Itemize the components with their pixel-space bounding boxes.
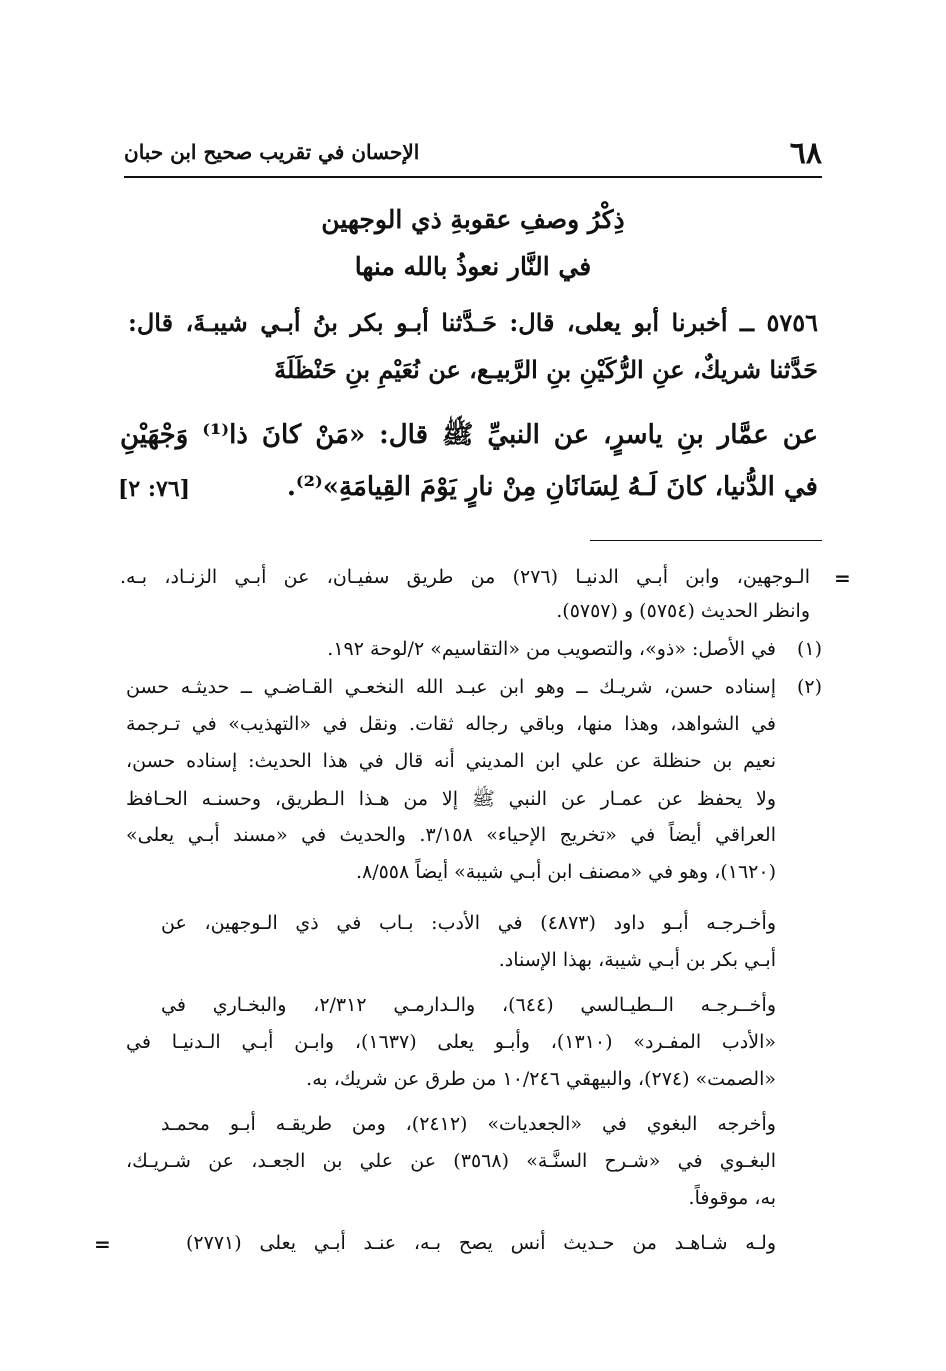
footnote-2-para4-line: به، موقوفاً. bbox=[688, 1187, 776, 1209]
header-rule bbox=[124, 176, 822, 178]
footnote-1-mark: (١) bbox=[796, 638, 822, 660]
footnote-2-line: نعيم بن حنظلة عن علي ابن المديني أنه قال في هذا الحديث: إسناده حسن، bbox=[126, 750, 776, 772]
isnad-line2: حَدَّثنا شريكٌ، عنِ الرُّكَيْنِ بنِ الرَّبيـع، عن نُعَيْمِ بنِ حَنْظَلَةَ bbox=[274, 355, 818, 384]
footnote-2-para2-line: أبـي بكر بن أبـي شيبة، بهذا الإسناد. bbox=[498, 949, 776, 971]
matn-line1: عن عمَّار بنِ ياسرٍ، عن النبيِّ ﷺ قال: «مَنْ كانَ ذا⁽¹⁾ وَجْهَيْنِ bbox=[120, 420, 819, 450]
footnote-2-line: العراقي أيضاً في «تخريج الإحياء» ٣/١٥٨. والحديث في «مسند أبـي يعلى» bbox=[126, 824, 776, 846]
footnote-2-line: إسناده حسن، شريـك ــ وهو ابن عبـد الله النخعـي القـاضـي ــ حديثـه حسن bbox=[126, 676, 776, 698]
footnote-2-mark: (٢) bbox=[796, 676, 822, 698]
footnote-1-text: في الأصل: «ذو»، والتصويب من «التقاسيم» ٢/لوحة ١٩٢. bbox=[327, 638, 776, 660]
footnote-2-line: ولا يحفظ عن عمـار عن النبي ﷺ إلا من هـذا الـطريق، وحسنـه الحـافظ bbox=[126, 788, 776, 810]
source-reference: [٧٦: ٢] bbox=[118, 476, 191, 502]
footnote-2-para5-line: ولـه شـاهـد من حـديث أنس يصح بـه، عنـد أبـي يعلى (٢٧٧١) bbox=[186, 1232, 776, 1254]
footnote-2-para3-line: وأخــرجـه الــطيـالسي (٦٤٤)، والـدارمـي ٢/٣١٢، والبخـاري في bbox=[161, 994, 776, 1016]
footnote-continuation-line2: وانظر الحديث (٥٧٥٤) و (٥٧٥٧). bbox=[556, 600, 810, 622]
footnote-2-para4-line: وأخرجه البغوي في «الجعديات» (٢٤١٢)، ومن طريقـه أبـو محمـد bbox=[161, 1113, 776, 1135]
footnote-2-para3-line: «الصمت» (٢٧٤)، والبيهقي ١٠/٢٤٦ من طرق عن شريك، به. bbox=[306, 1068, 776, 1090]
footnote-rule bbox=[590, 540, 822, 541]
footnote-2-para3-line: «الأدب المفـرد» (١٣١٠)، وأبـو يعلى (١٦٣٧)، وابـن أبـي الـدنيـا في bbox=[126, 1031, 777, 1053]
page-number: ٦٨ bbox=[789, 136, 822, 171]
isnad-line1: ٥٧٥٦ ــ أخبرنا أبو يعلى، قال: حَـدَّثنا أبـو بكر بنُ أبـي شيبـةَ، قال: bbox=[128, 308, 818, 337]
footnote-2-line: (١٦٢٠)، وهو في «مصنف ابن أبـي شيبة» أيضاً ٨/٥٥٨. bbox=[355, 861, 776, 883]
chapter-heading-line1: ذِكْرُ وصفِ عقوبةِ ذي الوجهين bbox=[321, 205, 625, 234]
book-title: الإحسان في تقريب صحيح ابن حبان bbox=[124, 140, 420, 164]
running-header bbox=[124, 132, 822, 176]
footnote-2-para4-line: البغـوي في «شـرح السنَّـة» (٣٥٦٨) عن علي بن الجعـد، عن شـريـك، bbox=[126, 1150, 777, 1172]
footnote-2-para2-line: وأخـرجـه أبـو داود (٤٨٧٣) في الأدب: بـاب في ذي الـوجهين، عن bbox=[161, 912, 776, 934]
footnote-2-line: في الشواهد، وهذا منها، وباقي رجاله ثقات. ونقل في «التهذيب» في تـرجمة bbox=[126, 713, 776, 735]
matn-line2: في الدُّنيا، كانَ لَـهُ لِسَانَانِ مِنْ نارٍ يَوْمَ القِيامَةِ»⁽²⁾. bbox=[286, 472, 818, 502]
continuation-mark-top: = bbox=[834, 566, 851, 590]
footnote-continuation-line1: الـوجهين، وابن أبـي الدنيـا (٢٧٦) من طريق سفيـان، عن أبـي الزنـاد، بـه. bbox=[120, 566, 810, 588]
continuation-mark-bottom: = bbox=[94, 1232, 111, 1256]
chapter-heading-line2: في النَّار نعوذُ بالله منها bbox=[354, 252, 592, 281]
